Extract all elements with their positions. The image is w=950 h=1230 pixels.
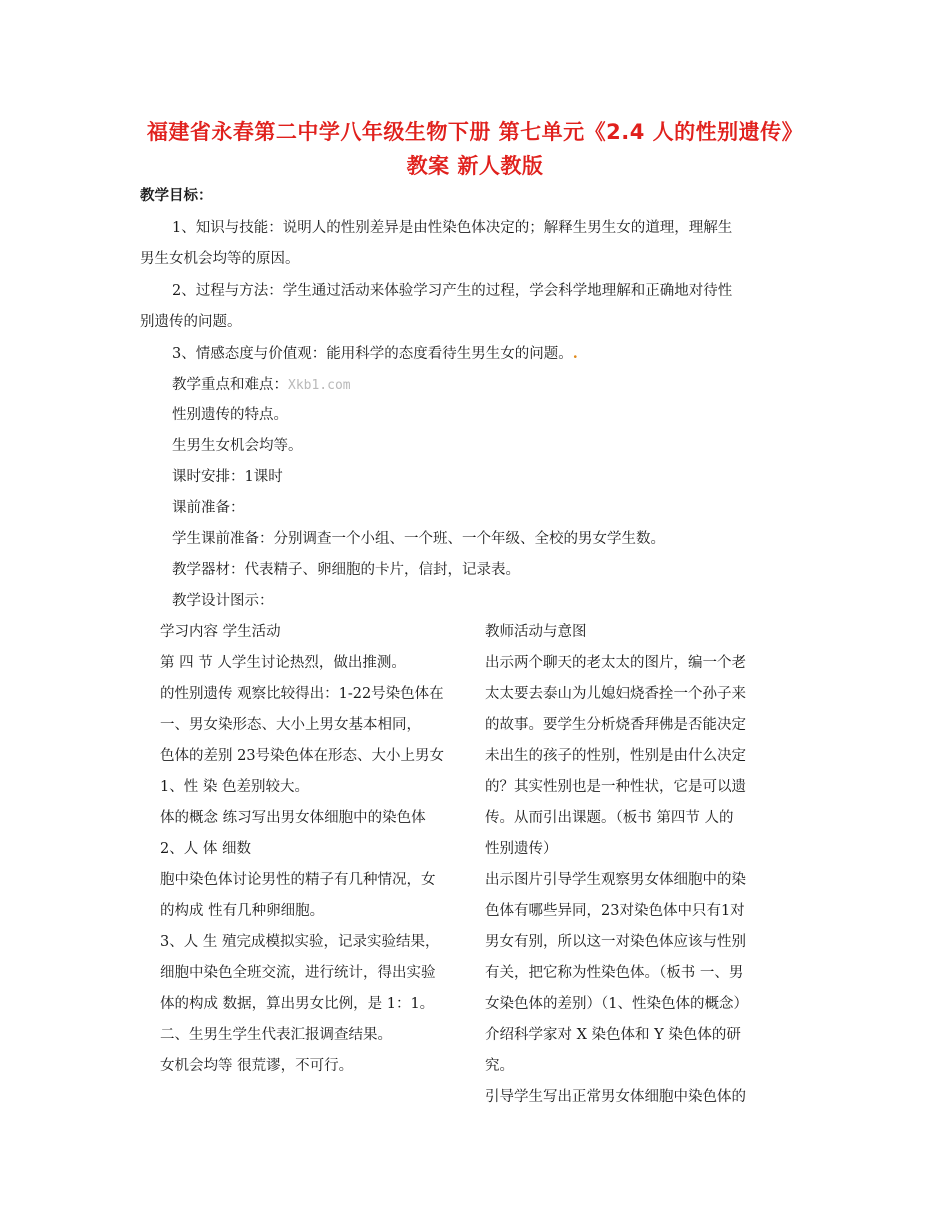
right-col-line: 色体有哪些异同，23对染色体中只有1对	[485, 903, 745, 919]
objective-3	[172, 344, 578, 364]
right-col-line: 太太要去泰山为儿媳妇烧香拴一个孙子来	[485, 686, 746, 702]
objective-2-line-1: 2、过程与方法：学生通过活动来体验学习产生的过程，学会科学地理解和正确地对待性	[172, 283, 733, 299]
left-col-line: 的构成 性有几种卵细胞。	[160, 903, 325, 919]
key-points-label: 教学重点和难点：	[172, 377, 288, 393]
left-col-line: 1、性 染 色差别较大。	[160, 779, 309, 795]
watermark-text: Xkb1.com	[288, 378, 351, 393]
prep-heading: 课前准备：	[172, 500, 245, 516]
objectives-heading: 教学目标：	[140, 188, 213, 204]
right-col-line: 男女有别，所以这一对染色体应该与性别	[485, 934, 746, 950]
orange-dot-mark: .	[572, 345, 578, 362]
left-col-line: 色体的差别 23号染色体在形态、大小上男女	[160, 748, 445, 764]
left-col-line: 第 四 节 人学生讨论热烈，做出推测。	[160, 655, 406, 671]
right-col-line: 究。	[485, 1058, 514, 1074]
right-col-line: 性别遗传）	[485, 841, 558, 857]
left-col-line: 3、人 生 殖完成模拟实验，记录实验结果，	[160, 934, 440, 950]
right-col-line: 的？其实性别也是一种性状，它是可以遗	[485, 779, 746, 795]
right-col-line: 教师活动与意图	[485, 624, 587, 640]
right-col-line: 介绍科学家对 X 染色体和 Y 染色体的研	[485, 1027, 741, 1043]
right-col-line: 出示两个聊天的老太太的图片，编一个老	[485, 655, 746, 671]
materials: 教学器材：代表精子、卵细胞的卡片，信封，记录表。	[172, 562, 520, 578]
right-col-line: 的故事。要学生分析烧香拜佛是否能决定	[485, 717, 746, 733]
right-col-line: 有关，把它称为性染色体。（板书 一、男	[485, 965, 744, 981]
document-title-line-2: 教案 新人教版	[406, 154, 544, 178]
left-col-line: 体的概念 练习写出男女体细胞中的染色体	[160, 810, 426, 826]
right-col-line: 引导学生写出正常男女体细胞中染色体的	[485, 1089, 746, 1105]
student-prep: 学生课前准备：分别调查一个小组、一个班、一个年级、全校的男女学生数。	[172, 531, 665, 547]
schedule: 课时安排：1课时	[172, 469, 283, 485]
left-col-line: 2、人 体 细数	[160, 841, 251, 857]
objective-1-line-1: 1、知识与技能：说明人的性别差异是由性染色体决定的；解释生男生女的道理，理解生	[172, 220, 733, 236]
left-col-line: 女机会均等 很荒谬，不可行。	[160, 1058, 354, 1074]
right-col-line: 出示图片引导学生观察男女体细胞中的染	[485, 872, 746, 888]
key-point-2: 生男生女机会均等。	[172, 438, 303, 454]
right-col-line: 传。从而引出课题。（板书 第四节 人的	[485, 810, 734, 826]
left-col-line: 二、生男生学生代表汇报调查结果。	[160, 1027, 392, 1043]
key-point-1: 性别遗传的特点。	[172, 407, 288, 423]
right-col-line: 未出生的孩子的性别，性别是由什么决定	[485, 748, 746, 764]
left-col-line: 体的构成 数据，算出男女比例，是 1：1。	[160, 996, 435, 1012]
key-points-row	[172, 375, 351, 396]
left-col-line: 一、男女染形态、大小上男女基本相同，	[160, 717, 421, 733]
document-title-line-1: 福建省永春第二中学八年级生物下册 第七单元《2.4 人的性别遗传》	[146, 120, 804, 144]
left-col-line: 胞中染色体讨论男性的精子有几种情况，女	[160, 872, 436, 888]
left-col-line: 学习内容 学生活动	[160, 624, 281, 640]
left-col-line: 的性别遗传 观察比较得出：1-22号染色体在	[160, 686, 444, 702]
right-col-line: 女染色体的差别）（1、性染色体的概念）	[485, 996, 748, 1012]
objective-1-line-2: 男生女机会均等的原因。	[140, 251, 300, 267]
left-col-line: 细胞中染色全班交流，进行统计，得出实验	[160, 965, 436, 981]
objective-2-line-2: 别遗传的问题。	[140, 314, 242, 330]
design-heading: 教学设计图示：	[172, 593, 274, 609]
objective-3-text: 3、情感态度与价值观：能用科学的态度看待生男生女的问题。	[172, 346, 573, 362]
